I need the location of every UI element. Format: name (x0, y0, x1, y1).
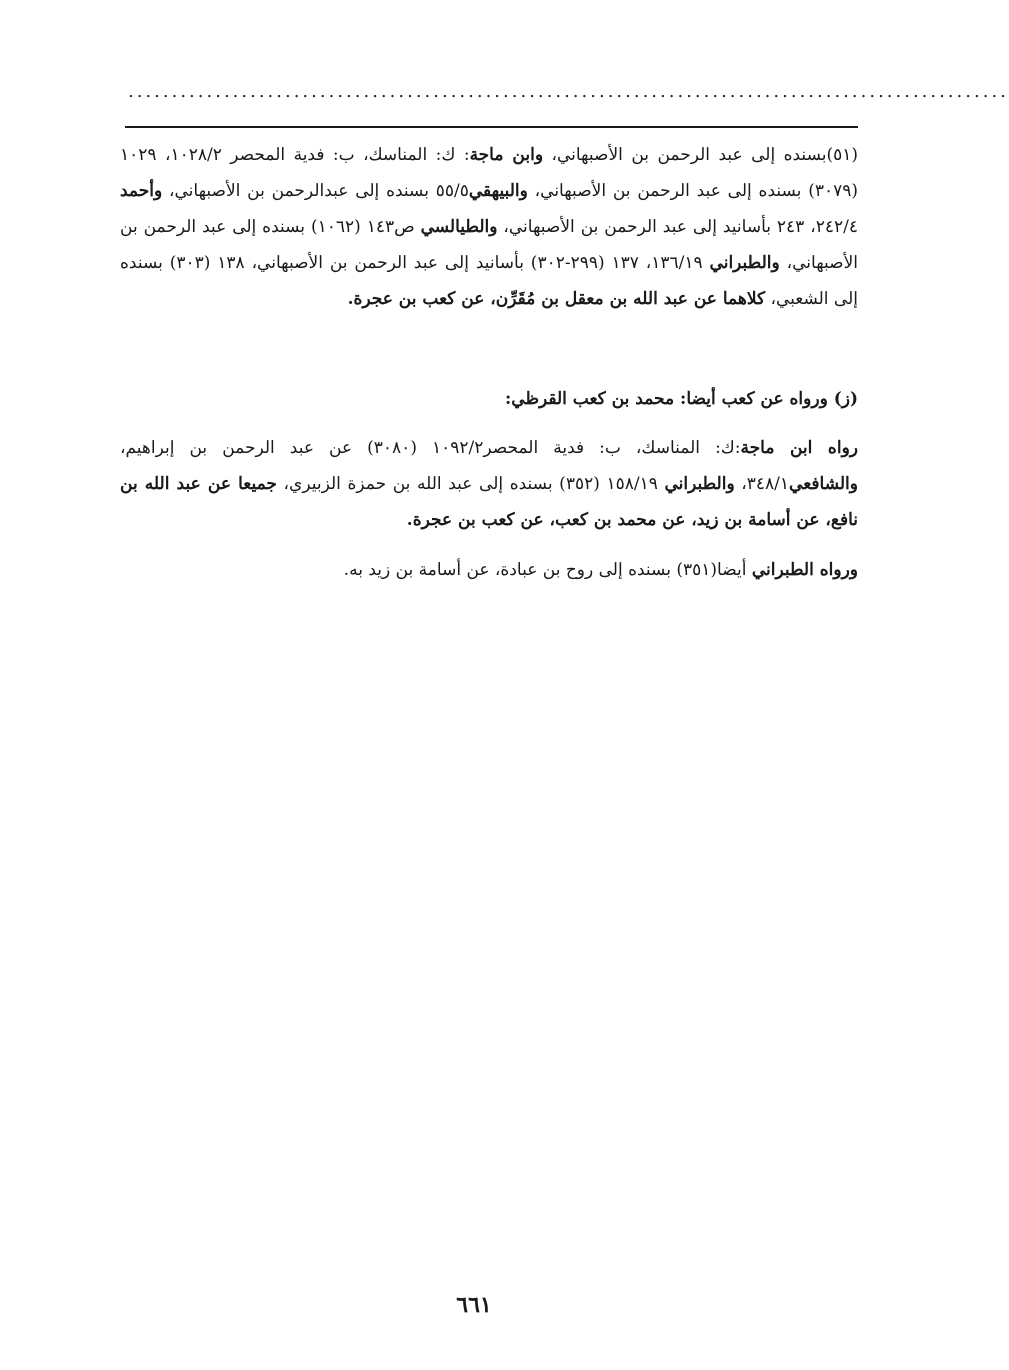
footnote-separator-rule (125, 126, 858, 128)
section-heading-text: (ز) ورواه عن كعب أيضا: محمد بن كعب القرظي: (505, 389, 858, 409)
footnote-1-b: وابن ماجة (469, 145, 544, 165)
footnote-1-l: كلاهما عن عبد الله بن معقل بن مُقَرِّن، عن كعب بن عجرة. (347, 289, 766, 309)
footnote-1-a: (٥١)بسنده إلى عبد الرحمن بن الأصبهاني، (543, 145, 859, 165)
paragraph-2 (120, 430, 858, 538)
footnote-1-d: والبيهقي (468, 181, 528, 201)
footnote-1-k: ١٣٦/١٩، ١٣٧ (٢٩٩-٣٠٢) بأسانيد إلى عبد الرحمن بن الأصبهاني، ١٣٨ (٣٠٣) بسنده إلى الشعبي، (120, 253, 858, 309)
footnote-1-e: ٥٥/٥ بسنده إلى عبدالرحمن بن الأصبهاني، (162, 181, 469, 201)
footnote-1-i: ص١٤٣ (١٠٦٢) بسنده إلى عبد الرحمن بن الأصبهاني، (120, 217, 859, 273)
paragraph-2-g: جميعا عن عبد الله بن نافع، عن أسامة بن زيد، عن محمد بن كعب، عن كعب بن عجرة. (120, 474, 858, 530)
paragraph-2-d: ٣٤٨/١، (734, 474, 790, 494)
footnote-1-f: وأحمد (120, 181, 163, 201)
paragraph-2-b: :ك: المناسك، ب: فدية المحصر١٠٩٢/٢ (٣٠٨٠) عن عبد الرحمن بن إبراهيم، (120, 438, 741, 458)
section-heading (120, 381, 858, 417)
footnote-1-g: ٢٤٢/٤، ٢٤٣ بأسانيد إلى عبد الرحمن بن الأصبهاني، (497, 217, 858, 237)
footnote-paragraph-1 (120, 137, 858, 317)
paragraph-3-b: أيضا(٣٥١) بسنده إلى روح بن عبادة، عن أسامة بن زيد به. (343, 560, 752, 580)
paragraph-3-a: ورواه الطبراني (751, 560, 858, 580)
paragraph-2-e: والطبراني (664, 474, 735, 494)
footnote-1-j: والطبراني (709, 253, 780, 273)
footnote-1-h: والطيالسي (420, 217, 498, 237)
paragraph-2-f: ١٥٨/١٩ (٣٥٢) بسنده إلى عبد الله بن حمزة الزبيري، (276, 474, 665, 494)
paragraph-2-c: والشافعي (789, 474, 858, 494)
page-number: ٦٦١ (456, 1292, 492, 1318)
footnote-1-c: : ك: المناسك، ب: فدية المحصر ١٠٢٨/٢، ١٠٢٩ (٣٠٧٩) بسنده إلى عبد الرحمن بن الأصبهاني، (120, 145, 858, 201)
paragraph-3 (120, 552, 858, 588)
header-dotted-line: ..................................................................................................... (128, 81, 1009, 102)
paragraph-2-a: رواه ابن ماجة (740, 438, 858, 458)
